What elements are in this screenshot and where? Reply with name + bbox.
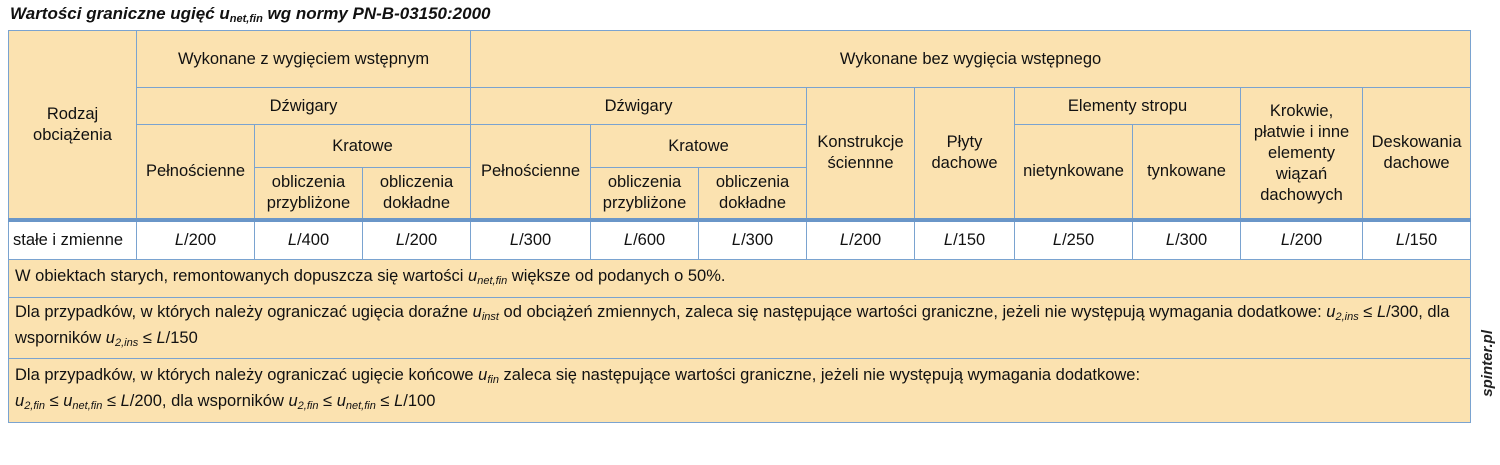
value-cell: L/300 bbox=[471, 220, 591, 260]
header-roof-boarding: Deskowania dachowe bbox=[1363, 88, 1471, 221]
header-solid-web: Pełnościenne bbox=[137, 125, 255, 221]
note-2: Dla przypadków, w których należy ograniczać ugięcia doraźne $u_{inst}$ od obciążeń zmiennych, zaleca się następujące wartości graniczne, jeżeli nie występują wymagania dodatkowe: $u_{2,ins} \le L/300$, dla wsporników $u_{2,ins} \le L/150$ bbox=[9, 298, 1471, 359]
value-cell: L/150 bbox=[915, 220, 1015, 260]
header-floor-elements: Elementy stropu bbox=[1015, 88, 1241, 125]
row-label: stałe i zmienne bbox=[9, 220, 137, 260]
value-cell: L/200 bbox=[1241, 220, 1363, 260]
header-with-precamber: Wykonane z wygięciem wstępnym bbox=[137, 31, 471, 88]
value-cell: L/400 bbox=[255, 220, 363, 260]
page-title: Wartości graniczne ugięć $u_{net,fin}$ wg normy PN-B-03150:2000 bbox=[10, 4, 491, 25]
header-approx-calc: obliczenia przybliżone bbox=[255, 168, 363, 221]
header-roof-slabs: Płyty dachowe bbox=[915, 88, 1015, 221]
header-truss: Kratowe bbox=[591, 125, 807, 168]
value-cell: L/300 bbox=[1133, 220, 1241, 260]
value-cell: L/200 bbox=[807, 220, 915, 260]
value-cell: L/150 bbox=[1363, 220, 1471, 260]
header-girders: Dźwigary bbox=[137, 88, 471, 125]
header-rafters: Krokwie, płatwie i inne elementy wiązań dachowych bbox=[1241, 88, 1363, 221]
header-load-type: Rodzaj obciążenia bbox=[9, 31, 137, 221]
header-wall-structures: Konstrukcje ściennne bbox=[807, 88, 915, 221]
header-exact-calc: obliczenia dokładne bbox=[363, 168, 471, 221]
value-cell: L/600 bbox=[591, 220, 699, 260]
header-truss: Kratowe bbox=[255, 125, 471, 168]
header-unplastered: nietynkowane bbox=[1015, 125, 1133, 221]
header-without-precamber: Wykonane bez wygięcia wstępnego bbox=[471, 31, 1471, 88]
header-solid-web: Pełnościenne bbox=[471, 125, 591, 221]
value-cell: L/250 bbox=[1015, 220, 1133, 260]
watermark: spinter.pl bbox=[1479, 330, 1496, 397]
header-girders: Dźwigary bbox=[471, 88, 807, 125]
value-cell: L/300 bbox=[699, 220, 807, 260]
header-exact-calc: obliczenia dokładne bbox=[699, 168, 807, 221]
deflection-limits-table bbox=[8, 30, 1471, 423]
header-plastered: tynkowane bbox=[1133, 125, 1241, 221]
value-cell: L/200 bbox=[363, 220, 471, 260]
note-1: W obiektach starych, remontowanych dopuszcza się wartości $u_{net,fin}$ większe od podanych o 50%. bbox=[9, 260, 1471, 298]
note-3: Dla przypadków, w których należy ograniczać ugięcie końcowe $u_{fin}$ zaleca się następujące wartości graniczne, jeżeli nie występują wymagania dodatkowe: $u_{2,fin} \le u_{net,fin} \le L/200$, dla wsporników $u_{2,fin} \le u_{net,fin} \le L/100$ bbox=[9, 359, 1471, 423]
header-approx-calc: obliczenia przybliżone bbox=[591, 168, 699, 221]
value-cell: L/200 bbox=[137, 220, 255, 260]
